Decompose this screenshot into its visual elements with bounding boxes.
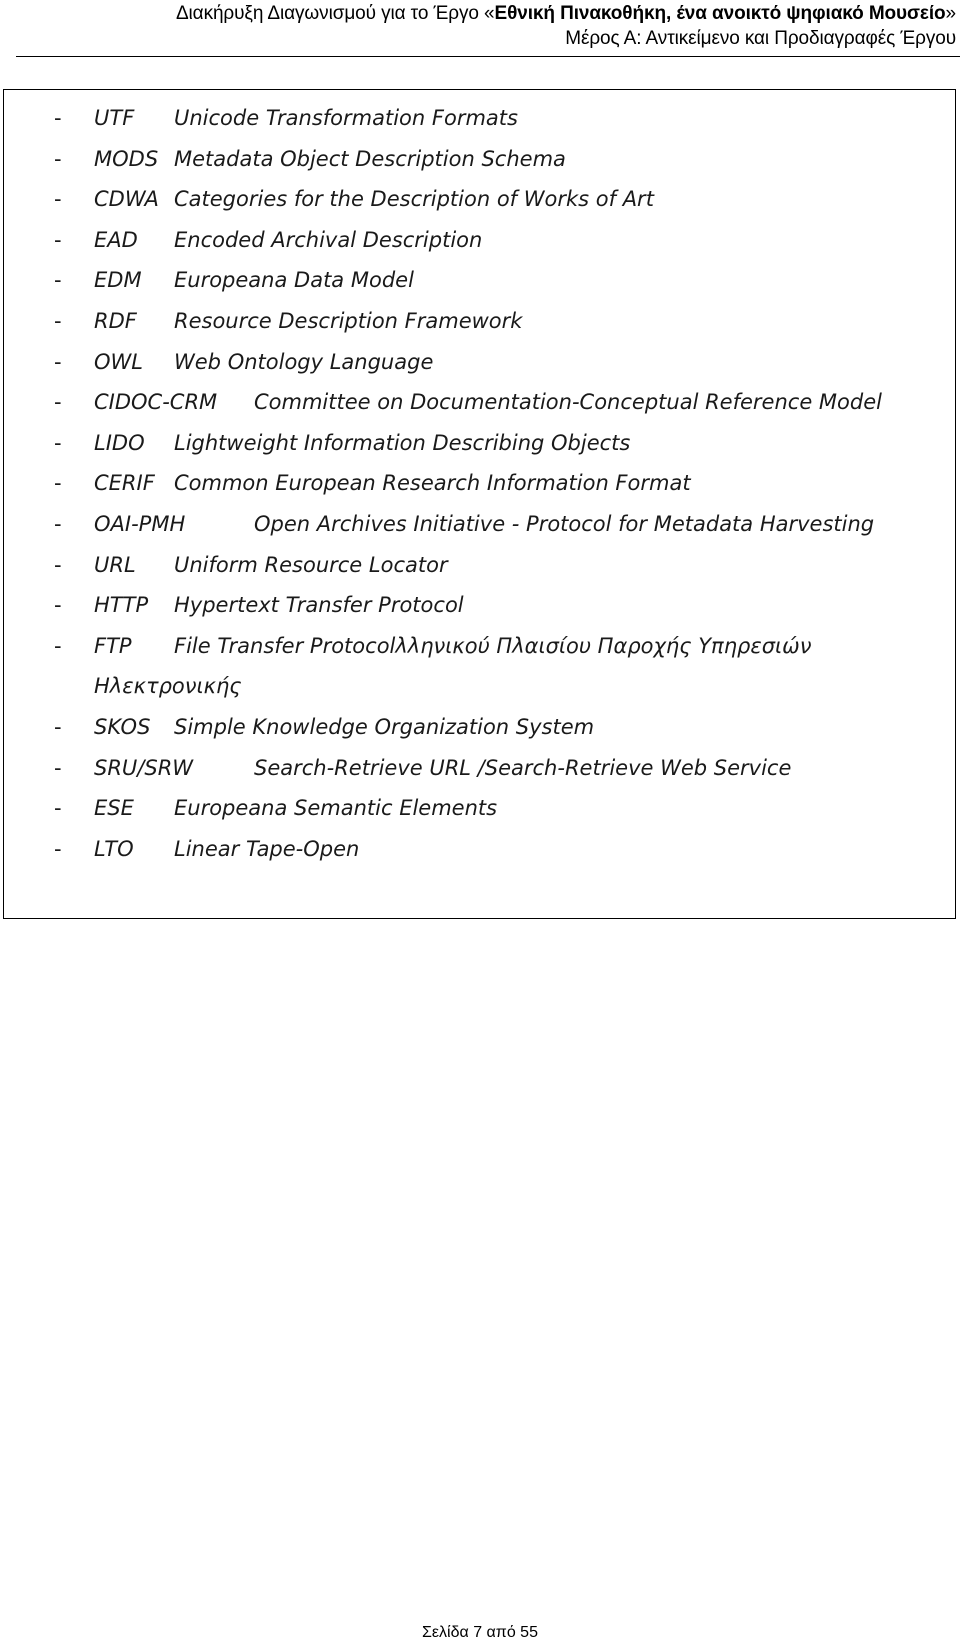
- abbreviation-term: EAD: [94, 227, 138, 252]
- document-title-suffix: »: [945, 3, 956, 24]
- abbreviation-item: [54, 626, 914, 707]
- abbreviation-item: [54, 220, 914, 261]
- list-dash: -: [54, 593, 62, 618]
- document-title: [176, 3, 956, 25]
- abbreviation-definition: Web Ontology Language: [174, 349, 434, 374]
- abbreviation-term: OAI-PMH: [94, 511, 186, 536]
- abbreviation-definition: File Transfer Protocolλληνικού Πλαισίου Παροχής Υπηρεσιών: [174, 633, 812, 658]
- abbreviation-term: LIDO: [94, 430, 145, 455]
- abbreviation-definition: Resource Description Framework: [174, 308, 523, 333]
- abbreviations-list: [54, 98, 914, 869]
- abbreviation-term: UTF: [94, 106, 135, 130]
- list-dash: -: [54, 430, 62, 455]
- list-dash: -: [54, 471, 62, 496]
- abbreviation-term: CIDOC-CRM: [94, 390, 218, 415]
- abbreviation-definition: Linear Tape-Open: [174, 836, 360, 861]
- abbreviation-definition-continued: Ηλεκτρονικής: [94, 674, 242, 699]
- project-name: Εθνική Πινακοθήκη, ένα ανοικτό ψηφιακό Μουσείο: [494, 3, 946, 24]
- list-dash: -: [54, 714, 62, 739]
- abbreviation-item: [54, 585, 914, 626]
- list-dash: -: [54, 552, 62, 577]
- abbreviation-term: SRU/SRW: [94, 755, 194, 780]
- page-header: [16, 0, 960, 57]
- abbreviation-item: [54, 179, 914, 220]
- abbreviation-term: HTTP: [94, 593, 149, 618]
- abbreviation-item: [54, 342, 914, 383]
- abbreviation-definition: Categories for the Description of Works of Art: [174, 187, 654, 212]
- abbreviation-definition: Uniform Resource Locator: [174, 552, 448, 577]
- abbreviation-definition: Europeana Data Model: [174, 268, 414, 293]
- list-dash: -: [54, 146, 62, 171]
- abbreviation-item: [54, 829, 914, 870]
- abbreviation-definition: Lightweight Information Describing Objects: [174, 430, 631, 455]
- abbreviation-definition: Search-Retrieve URL /Search-Retrieve Web Service: [254, 755, 792, 780]
- abbreviation-item: [54, 382, 914, 423]
- abbreviation-item: [54, 545, 914, 586]
- abbreviation-item: [54, 260, 914, 301]
- abbreviation-term: SKOS: [94, 714, 151, 739]
- page-number: Σελίδα 7 από 55: [422, 1624, 538, 1641]
- abbreviation-definition: Simple Knowledge Organization System: [174, 714, 595, 739]
- abbreviation-term: FTP: [94, 633, 132, 658]
- abbreviation-term: RDF: [94, 308, 137, 333]
- abbreviation-term: EDM: [94, 268, 142, 293]
- list-dash: -: [54, 755, 62, 780]
- abbreviation-term: URL: [94, 552, 136, 577]
- list-dash: -: [54, 511, 62, 536]
- list-dash: -: [54, 349, 62, 374]
- abbreviation-definition: Hypertext Transfer Protocol: [174, 593, 464, 618]
- document-section: Μέρος Α: Αντικείμενο και Προδιαγραφές Έργου: [565, 28, 956, 49]
- abbreviation-item: [54, 98, 914, 139]
- list-dash: -: [54, 308, 62, 333]
- abbreviation-definition: Common European Research Information Format: [174, 471, 691, 496]
- abbreviation-item: [54, 139, 914, 180]
- abbreviation-term: OWL: [94, 349, 143, 374]
- abbreviation-item: [54, 788, 914, 829]
- abbreviation-item: [54, 301, 914, 342]
- list-dash: -: [54, 268, 62, 293]
- list-dash: -: [54, 106, 62, 130]
- abbreviation-item: [54, 463, 914, 504]
- abbreviation-definition: Encoded Archival Description: [174, 227, 483, 252]
- document-title-prefix: Διακήρυξη Διαγωνισμού για το Έργο «: [175, 3, 495, 24]
- abbreviation-item: [54, 504, 914, 545]
- abbreviation-definition: Committee on Documentation-Conceptual Reference Model: [254, 390, 882, 415]
- list-dash: -: [54, 633, 62, 658]
- abbreviation-item: [54, 748, 914, 789]
- abbreviation-term: LTO: [94, 836, 134, 861]
- abbreviation-item: [54, 423, 914, 464]
- list-dash: -: [54, 227, 62, 252]
- list-dash: -: [54, 187, 62, 212]
- abbreviation-term: CERIF: [94, 471, 155, 496]
- list-dash: -: [54, 836, 62, 861]
- list-dash: -: [54, 390, 62, 415]
- abbreviation-term: MODS: [94, 146, 159, 171]
- list-dash: -: [54, 796, 62, 821]
- abbreviation-term: ESE: [94, 796, 134, 821]
- abbreviation-term: CDWA: [94, 187, 159, 212]
- abbreviation-definition: Metadata Object Description Schema: [174, 146, 566, 171]
- abbreviation-definition: Europeana Semantic Elements: [174, 796, 498, 821]
- abbreviation-item: [54, 707, 914, 748]
- abbreviation-definition: Unicode Transformation Formats: [174, 106, 518, 130]
- abbreviation-definition: Open Archives Initiative - Protocol for Metadata Harvesting: [254, 511, 875, 536]
